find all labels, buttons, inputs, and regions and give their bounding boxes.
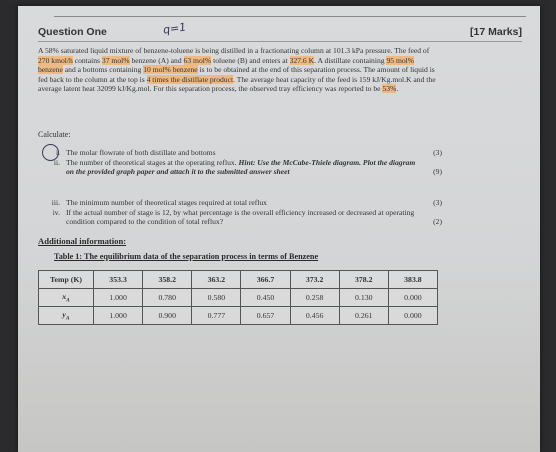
table-cell: 0.450 xyxy=(241,289,290,307)
para-text: is to be obtained at the end of this separation process. The amount of liquid is fed back to the column at the top is xyxy=(38,65,435,84)
table-cell: 366.7 xyxy=(241,271,290,289)
table-cell: 0.780 xyxy=(143,289,192,307)
table-row-ya xyxy=(39,307,438,325)
item-number xyxy=(46,148,60,157)
table-cell: 0.000 xyxy=(388,307,437,325)
table-cell: 0.000 xyxy=(388,289,437,307)
item-hint: Hint: Use the McCabe-Thiele diagram. Plot the diagram on the provided graph paper and attach it to the submitted answer sheet xyxy=(66,158,416,177)
highlight-reflux: 4 times the distillate product xyxy=(146,74,234,84)
highlight-benzene-feed: 37 mol% xyxy=(101,55,130,65)
item-text-main: The number of theoretical stages at the operating reflux. xyxy=(66,158,239,167)
table-cell: 358.2 xyxy=(143,271,192,289)
item-number: ii. xyxy=(53,158,60,167)
row-header-ya xyxy=(39,307,94,325)
symbol-sub: A xyxy=(65,315,70,322)
highlight-toluene-feed: 63 mol% xyxy=(183,55,212,65)
item-marks: (2) xyxy=(433,217,442,227)
question-header xyxy=(38,26,522,38)
highlight-bottoms: 10 mol% benzene xyxy=(143,65,198,75)
table-cell: 0.456 xyxy=(290,307,339,325)
row-header-temp: Temp (K) xyxy=(39,271,94,289)
para-text: . The average heat capacity of the feed is 159 kJ/Kg.mol.K and the average latent heat 32099 kJ/Kg.mol. For this separation process, the observed tray efficiency was reported to be xyxy=(38,74,436,94)
problem-statement xyxy=(38,46,438,94)
highlight-distillate: 95 mol% benzene xyxy=(38,55,415,75)
item-number: iii. xyxy=(51,198,60,207)
symbol-x: x xyxy=(62,291,67,301)
equilibrium-table xyxy=(38,270,438,325)
item-number-text: i. xyxy=(55,148,60,157)
question-title: Question One xyxy=(38,26,107,38)
table-cell: 383.8 xyxy=(388,271,437,289)
title-rule xyxy=(38,41,522,42)
table-cell: 363.2 xyxy=(192,271,241,289)
table-cell: 0.261 xyxy=(339,307,388,325)
table-row-temp xyxy=(39,271,438,289)
symbol-y: y xyxy=(62,309,66,319)
table-cell: 1.000 xyxy=(94,289,143,307)
top-rule xyxy=(54,16,526,17)
table-caption: Table 1: The equilibrium data of the separation process in terms of Benzene xyxy=(54,252,319,261)
table-cell: 0.900 xyxy=(143,307,192,325)
table-cell: 353.3 xyxy=(94,271,143,289)
table-cell: 0.258 xyxy=(290,289,339,307)
para-text: and a bottoms containing xyxy=(62,65,144,75)
item-text: The molar flowrate of both distillate and bottoms xyxy=(66,148,216,157)
row-header-xa xyxy=(39,289,94,307)
item-marks: (9) xyxy=(433,167,442,177)
para-text: . xyxy=(396,84,399,94)
item-text xyxy=(66,158,420,177)
item-marks: (3) xyxy=(433,198,442,207)
calculate-label: Calculate: xyxy=(38,130,71,139)
table-cell: 0.130 xyxy=(339,289,388,307)
item-marks: (3) xyxy=(433,148,442,157)
exam-sheet xyxy=(18,6,540,452)
highlight-feed-temp: 327.6 K xyxy=(289,55,315,65)
additional-info-heading: Additional information: xyxy=(38,236,127,246)
table-row-xa xyxy=(39,289,438,307)
para-text: . A distillate containing xyxy=(314,55,387,65)
item-text: The minimum number of theoretical stages required at total reflux xyxy=(66,198,267,207)
para-text: A 58% saturated liquid mixture of benzene-toluene is being distilled in a fractionating column at 101.3 kPa pressure. The feed of xyxy=(38,46,430,55)
handwritten-note: q=1 xyxy=(162,20,187,37)
highlight-efficiency: 53% xyxy=(382,84,397,94)
para-text: benzene (A) and xyxy=(129,55,184,65)
item-text: If the actual number of stage is 12, by what percentage is the overall efficiency increased or decreased at operating condition compared to the condition of total reflux? xyxy=(66,208,415,227)
table-cell: 378.2 xyxy=(339,271,388,289)
item-number: iv. xyxy=(52,208,60,217)
table-cell: 0.777 xyxy=(192,307,241,325)
highlight-feed-rate: 270 kmol/h xyxy=(38,55,73,65)
table-cell: 0.580 xyxy=(192,289,241,307)
table-cell: 0.657 xyxy=(241,307,290,325)
para-text: contains xyxy=(72,55,102,65)
para-text: toluene (B) and enters at xyxy=(211,55,290,65)
table-cell: 1.000 xyxy=(94,307,143,325)
question-marks: [17 Marks] xyxy=(470,26,522,38)
table-cell: 373.2 xyxy=(290,271,339,289)
symbol-sub: A xyxy=(66,297,70,304)
